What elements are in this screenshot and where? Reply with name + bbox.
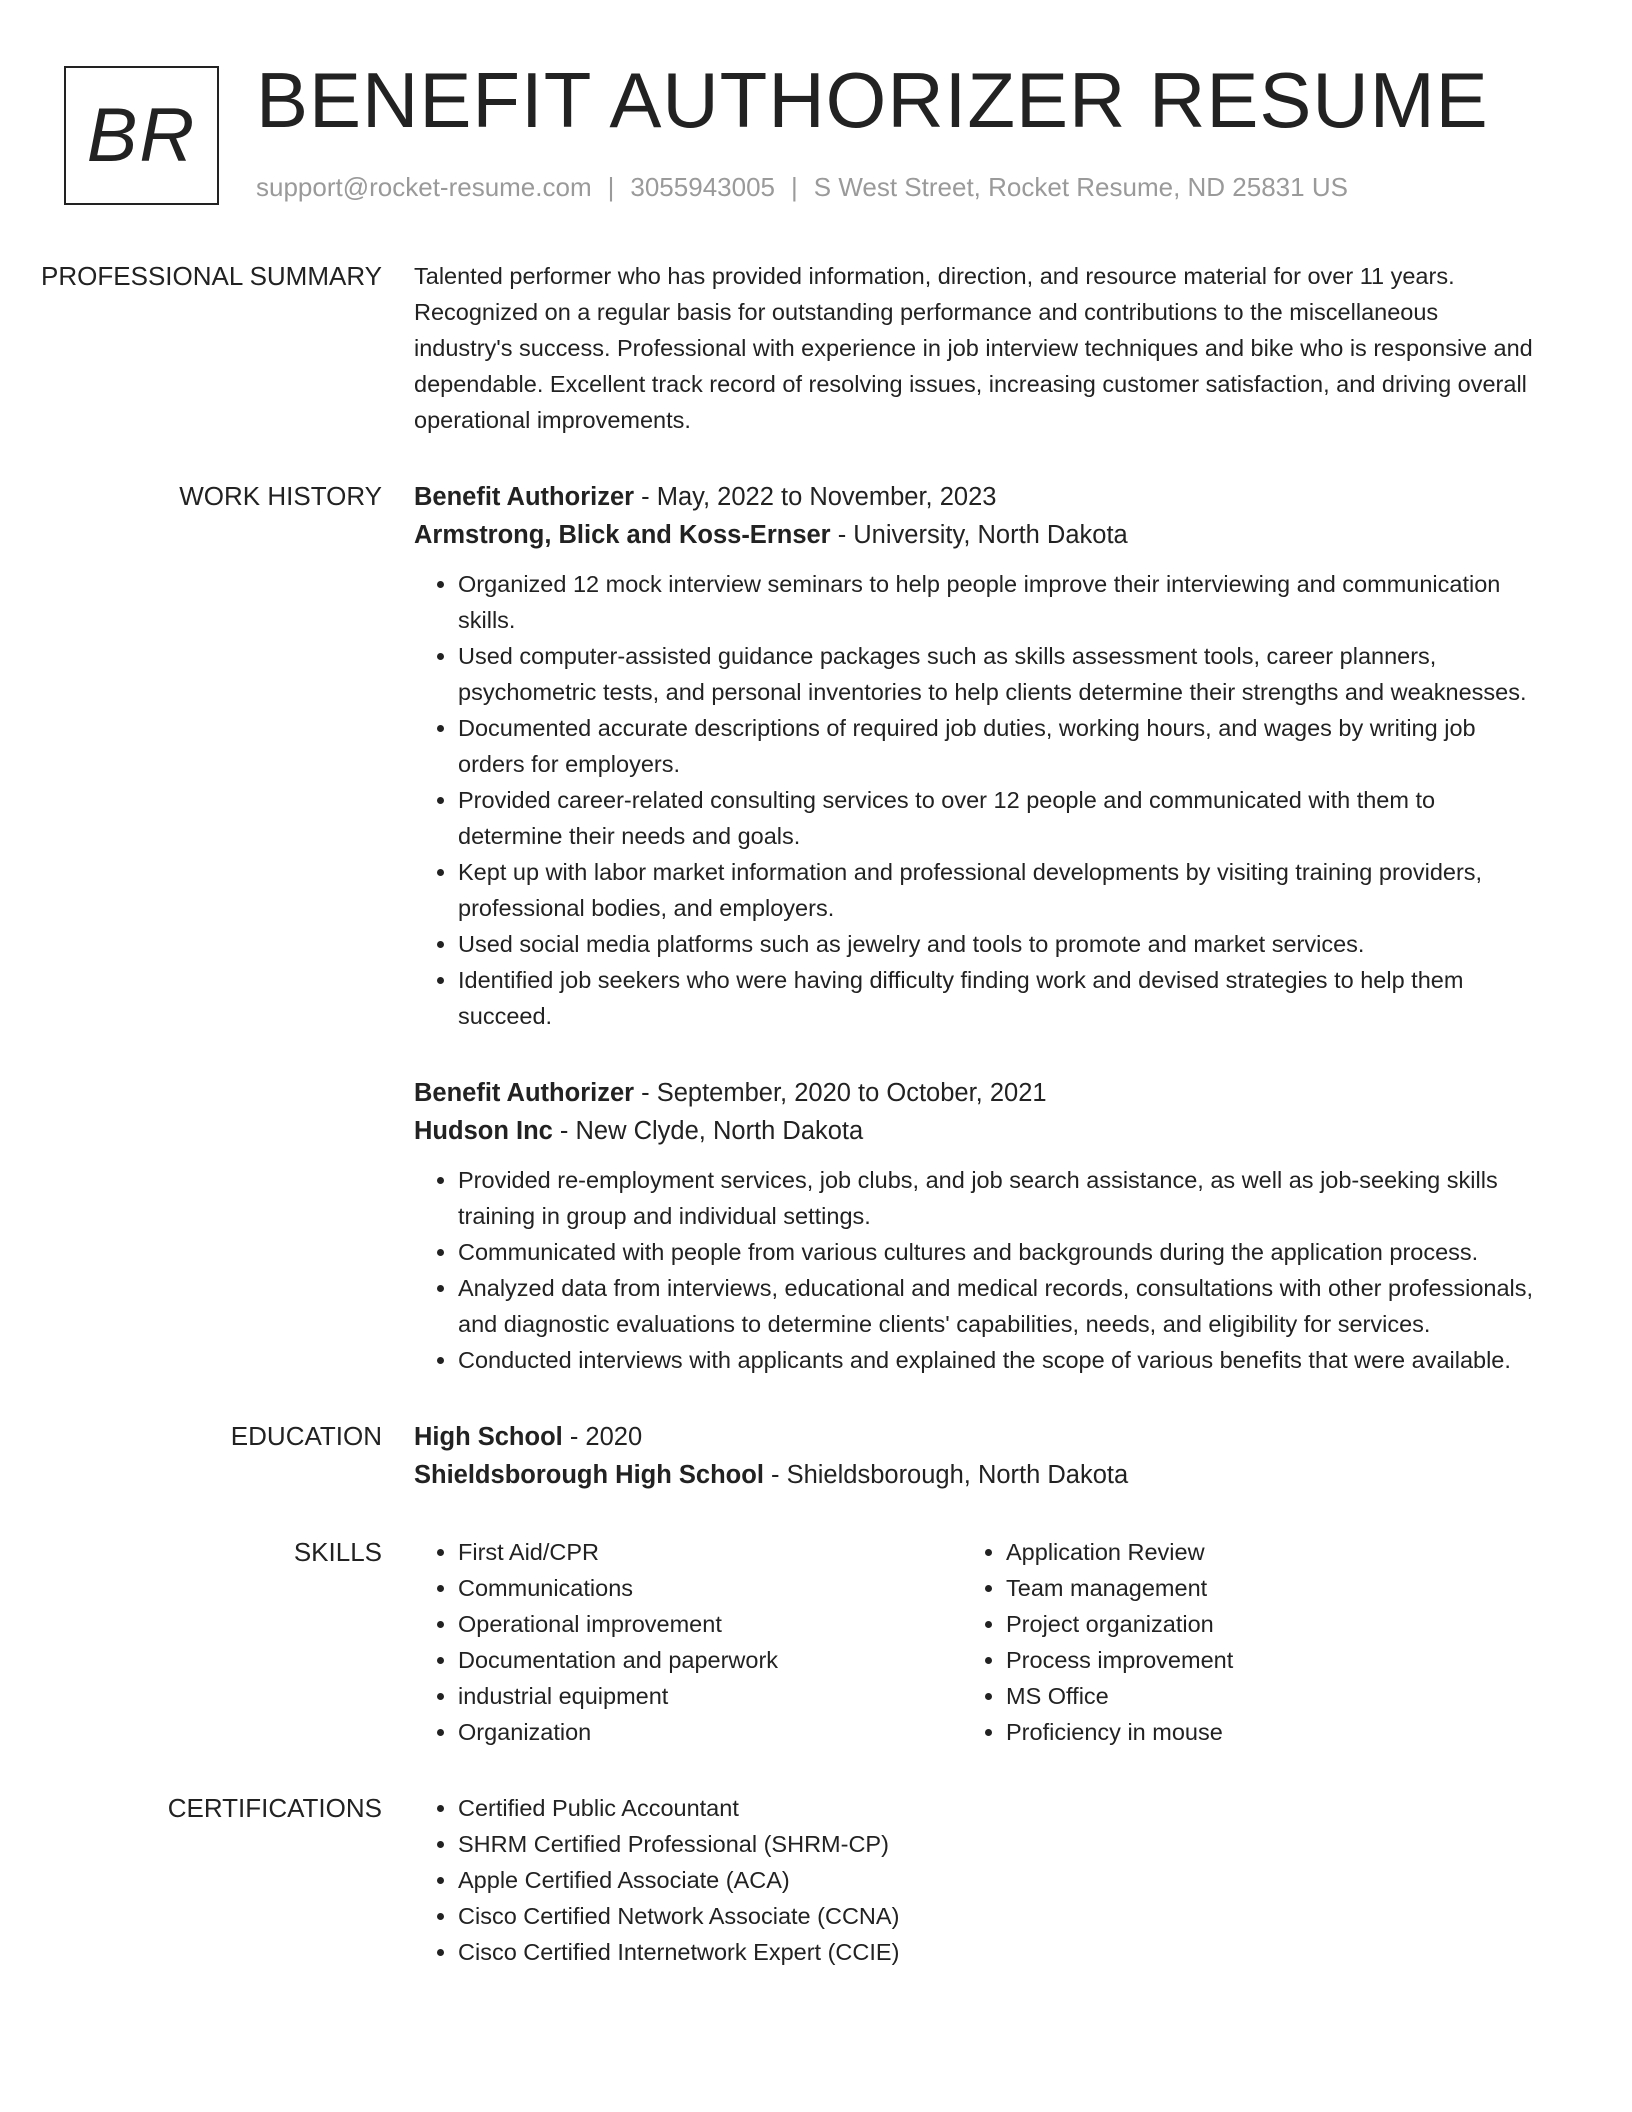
job-title-line [414, 1074, 1534, 1112]
job-entry [414, 1074, 1534, 1378]
job-title: Benefit Authorizer [414, 483, 635, 511]
job-title-line [414, 478, 1534, 516]
job-dates: - May, 2022 to November, 2023 [634, 483, 997, 511]
resume-body [0, 258, 1632, 2010]
list-item: • Communicated with people from various cultures and backgrounds during the application process. [458, 1234, 1534, 1270]
list-item: • Identified job seekers who were having difficulty finding work and devised strategies to help them succeed. [458, 962, 1534, 1034]
list-item: • Analyzed data from interviews, educational and medical records, consultations with other professionals, and diagnostic evaluations to determine clients' capabilities, needs, and eligibility for services. [458, 1270, 1534, 1342]
school-name: Shieldsborough High School [414, 1461, 764, 1489]
section-label: WORK HISTORY [179, 481, 382, 511]
list-item: • Operational improvement [458, 1606, 962, 1642]
list-item: • Communications [458, 1570, 962, 1606]
contact-address: S West Street, Rocket Resume, ND 25831 US [813, 172, 1348, 202]
list-item: • Provided re-employment services, job clubs, and job search assistance, as well as job-seeking skills training in group and individual settings. [458, 1162, 1534, 1234]
job-location: - University, North Dakota [830, 521, 1128, 549]
list-item: • Organization [458, 1714, 962, 1750]
contact-phone: 3055943005 [630, 172, 775, 202]
job-company: Armstrong, Blick and Koss-Ernser [414, 521, 831, 549]
list-item: • MS Office [1006, 1678, 1510, 1714]
list-item: • Apple Certified Associate (ACA) [458, 1862, 1534, 1898]
section-content [414, 1790, 1534, 1970]
contact-separator: | [607, 172, 615, 202]
list-item: • Certified Public Accountant [458, 1790, 1534, 1826]
contact-line [256, 172, 1348, 203]
job-company: Hudson Inc [414, 1117, 553, 1145]
list-item: • Used computer-assisted guidance packages such as skills assessment tools, career planners, psychometric tests, and personal inventories to help clients determine their strengths and weaknesses. [458, 638, 1534, 710]
skills-column-left [414, 1534, 962, 1750]
contact-email: support@rocket-resume.com [256, 172, 592, 202]
degree: High School [414, 1423, 563, 1451]
section-content [414, 258, 1534, 438]
page-title: BENEFIT AUTHORIZER RESUME [256, 56, 1489, 144]
degree-line [414, 1418, 1534, 1456]
section-summary [0, 258, 1632, 438]
list-item: • Documented accurate descriptions of required job duties, working hours, and wages by writing job orders for employers. [458, 710, 1534, 782]
certification-list [414, 1790, 1534, 1970]
list-item: • Cisco Certified Network Associate (CCNA) [458, 1898, 1534, 1934]
list-item: • SHRM Certified Professional (SHRM-CP) [458, 1826, 1534, 1862]
job-entry [414, 478, 1534, 1034]
list-item: • industrial equipment [458, 1678, 962, 1714]
section-skills [0, 1534, 1632, 1750]
school-line [414, 1456, 1534, 1494]
list-item: • Proficiency in mouse [1006, 1714, 1510, 1750]
list-item: • Project organization [1006, 1606, 1510, 1642]
job-company-line [414, 516, 1534, 554]
list-item: • Kept up with labor market information and professional developments by visiting training providers, professional bodies, and employers. [458, 854, 1534, 926]
section-label: CERTIFICATIONS [167, 1793, 382, 1823]
list-item: • Team management [1006, 1570, 1510, 1606]
list-item: • First Aid/CPR [458, 1534, 962, 1570]
list-item: • Conducted interviews with applicants and explained the scope of various benefits that were available. [458, 1342, 1534, 1378]
section-education [0, 1418, 1632, 1494]
skills-grid [414, 1534, 1534, 1750]
list-item: • Application Review [1006, 1534, 1510, 1570]
list-item: • Organized 12 mock interview seminars to help people improve their interviewing and communication skills. [458, 566, 1534, 638]
job-dates: - September, 2020 to October, 2021 [634, 1079, 1047, 1107]
section-work-history [0, 478, 1632, 1378]
section-label: SKILLS [293, 1537, 382, 1567]
list-item: • Used social media platforms such as jewelry and tools to promote and market services. [458, 926, 1534, 962]
monogram: BR [64, 66, 219, 205]
school-location: - Shieldsborough, North Dakota [763, 1461, 1129, 1489]
skills-column-right [962, 1534, 1510, 1750]
summary-text: Talented performer who has provided information, direction, and resource material for over 11 years. Recognized on a regular basis for outstanding performance and contributions to the miscellaneous industry's success. Professional with experience in job interview techniques and bike who is responsive and dependable. Excellent track record of resolving issues, increasing customer satisfaction, and driving overall operational improvements. [414, 263, 1533, 433]
list-item: • Documentation and paperwork [458, 1642, 962, 1678]
job-location: - New Clyde, North Dakota [552, 1117, 864, 1145]
job-title: Benefit Authorizer [414, 1079, 635, 1107]
job-bullets [414, 566, 1534, 1034]
section-content [414, 478, 1534, 1378]
section-label: PROFESSIONAL SUMMARY [41, 261, 382, 291]
contact-separator: | [791, 172, 798, 202]
job-bullets [414, 1162, 1534, 1378]
job-company-line [414, 1112, 1534, 1150]
section-content [414, 1418, 1534, 1494]
section-label: EDUCATION [230, 1421, 382, 1451]
list-item: • Process improvement [1006, 1642, 1510, 1678]
section-certifications [0, 1790, 1632, 1970]
list-item: • Provided career-related consulting services to over 12 people and communicated with them to determine their needs and goals. [458, 782, 1534, 854]
list-item: • Cisco Certified Internetwork Expert (CCIE) [458, 1934, 1534, 1970]
graduation-year: - 2020 [562, 1423, 643, 1451]
